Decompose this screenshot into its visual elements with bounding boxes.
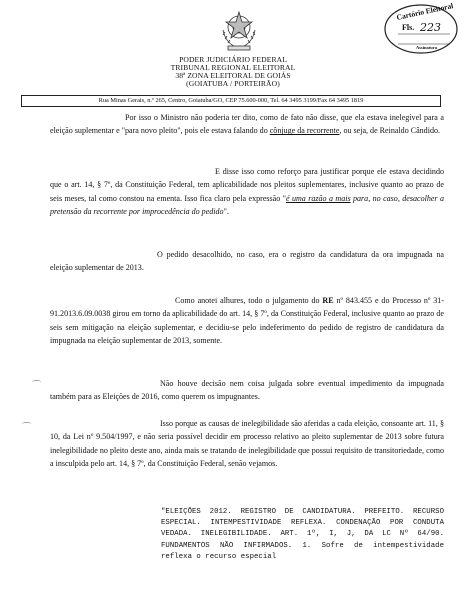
quote-block: "ELEIÇÕES 2012. REGISTRO DE CANDIDATURA. PREFEITO. RECURSO ESPECIAL. INTEMPESTIVIDADE REFLEXA. CONDENAÇÃO POR CONDUTA VEDADA. INELEGIBILIDADE. ART. 1º, I, J, DA LC Nº 64/90. FUNDAMENTOS NÃO INFIRMADOS. 1. Sofre de intempestividade reflexa o recurso especial xyxy=(161,508,444,561)
paragraph-4 xyxy=(50,294,444,348)
paragraph-1 xyxy=(50,111,444,138)
margin-mark: ⌒ xyxy=(32,380,42,390)
header-line-2: TRIBUNAL REGIONAL ELEITORAL xyxy=(170,63,296,72)
paragraph-5: Não houve decisão nem coisa julgada sobre eventual impedimento da impugnada também para as Eleições de 2016, como querem os impugnantes. xyxy=(50,379,444,402)
address-bar: Rua Minas Gerais, n.º 265, Centro, Goiatuba/GO, CEP 75.600-000, Tel. 64 3495 3199/Fax 64 3495 1819 xyxy=(21,95,441,107)
coat-of-arms-icon xyxy=(219,8,259,52)
paragraph-3: O pedido desacolhido, no caso, era o registro da candidatura da ora impugnada na eleição suplementar de 2013. xyxy=(50,250,444,273)
p1-text-b: , ou seja, de Reinaldo Cândido. xyxy=(339,126,441,136)
stamp-bottom-text: Assinatura xyxy=(416,45,438,50)
p2-text-b: ". xyxy=(223,207,229,217)
paragraph-2 xyxy=(50,165,444,219)
p2-italic: para, no caso, desacolher a pretensão da recorrente por improcedência do pedido xyxy=(50,193,444,217)
p4-text-a: Como anotei alhures, todo o julgamento do xyxy=(175,296,323,305)
p1-text-a: Por isso o Ministro não poderia ter dito, como de fato não disse, que ela estava inelegível para a eleição suplementar e "para novo pleito", pois ele estava falando do xyxy=(50,113,444,136)
p4-bold: RE xyxy=(322,296,334,305)
stamp-fls-label: Fls. xyxy=(402,23,415,32)
paragraph-6: Isso porque as causas de inelegibilidade são aferidas a cada eleição, consoante art. 11, § 10, da Lei nº 9.504/1997, e não seria possível decidir em processo relativo ao pleito suplementar de 2013 sobre futura inelegibilidade no pleito deste ano, ainda mais se tratando de inelegibilidade que possui requisito de transitoriedade, como a insculpida pelo art. 14, § 7º, da Constituição Federal, senão vejamos. xyxy=(50,419,444,469)
cartorio-stamp xyxy=(378,2,460,56)
p2-text-a: E disse isso como reforço para justificar porque ele estava decidindo que o art. 14, § 7º, da Constituição Federal, tem aplicabilidade nos pleitos suplementares, inclusive quanto ao prazo de seis meses, tal como constou na ementa. Isso fica claro pela expressão " xyxy=(50,167,444,203)
header-line-1: PODER JUDICIÁRIO FEDERAL xyxy=(179,55,287,64)
p4-text-b: nº 843.455 e do Processo nº 31-91.2013.6.09.0038 girou em torno da aplicabilidade do art. 14, § 7º, da Constituição Federal, inclusive quanto ao prazo de seis sem mitigação na eleição suplementar, e decidiu-se pelo indeferimento do pedido de registro de candidatura da impugnada na eleição suplementar de 2013, somente. xyxy=(50,296,444,346)
stamp-top-text: Cartório Eleitoral xyxy=(395,1,455,22)
header-line-3: 38ª ZONA ELEITORAL DE GOIÁS xyxy=(175,71,291,80)
header-line-4: (GOIATUBA / PORTEIRÃO) xyxy=(186,79,280,88)
stamp-fls-value: 223 xyxy=(420,21,441,34)
p2-underlined: é uma razão a mais xyxy=(285,193,351,203)
p1-underlined: cônjuge da recorrente xyxy=(269,126,340,136)
margin-mark-2: ⌒ xyxy=(22,422,32,432)
